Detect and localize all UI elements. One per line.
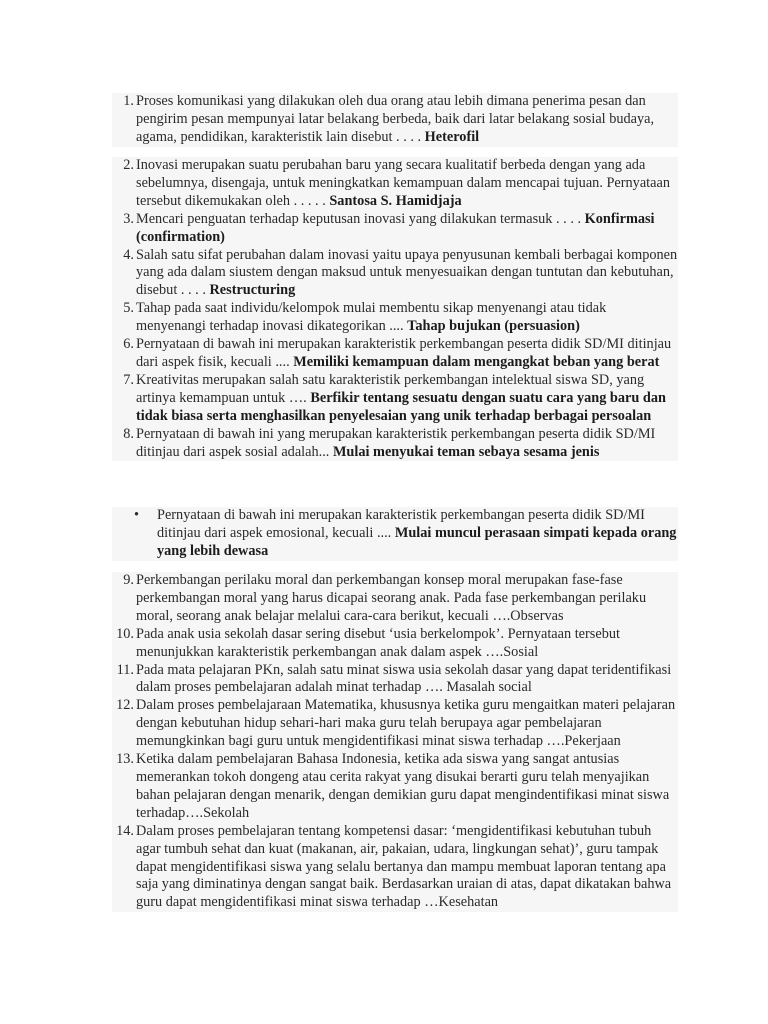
question-item — [112, 823, 678, 913]
bullet-icon: • — [134, 507, 140, 523]
question-text: Salah satu sifat perubahan dalam inovasi yaitu upaya penyusunan kembali berbagai komponen yang ada dalam siustem dengan maksud untuk menyesuaikan dengan tuntutan dan kebutuhan, disebut . . . . — [136, 246, 678, 299]
question-number: 14. — [116, 822, 134, 839]
question-text: Dalam proses pembelajaran tentang kompetensi dasar: ‘mengidentifikasi kebutuhan tubuh agar tumbuh sehat dan kuat (makanan, air, pakaian, udara, lingkungan sehat)’, guru tampak dapat mengidentifikasi siswa yang selalu bertanya dan mampu membuat laporan tentang apa saja yang diminatinya dengan sangat baik. Berdasarkan uraian di atas, dapat dikatakan bahwa guru dapat mengidentifikasi minat siswa terhadap …Kesehatan — [136, 822, 672, 911]
question-list-3 — [112, 572, 678, 912]
question-item — [112, 751, 678, 823]
question-number: 7. — [123, 371, 134, 388]
question-item — [112, 211, 678, 247]
bullet-item — [112, 507, 678, 561]
question-list-1 — [112, 93, 678, 147]
question-text: Kreativitas merupakan salah satu karakteristik perkembangan intelektual siswa SD, yang artinya kemampuan untuk …. — [136, 371, 645, 406]
question-text: Pernyataan di bawah ini yang merupakan karakteristik perkembangan peserta didik SD/MI ditinjau dari aspek sosial adalah... — [136, 425, 656, 460]
question-item — [112, 336, 678, 372]
question-number: 3. — [123, 210, 134, 227]
question-answer: Mulai menyukai teman sebaya sesama jenis — [332, 443, 600, 460]
question-text: Pada anak usia sekolah dasar sering disebut ‘usia berkelompok’. Pernyataan tersebut menunjukkan karakteristik perkembangan anak dalam aspek ….Sosial — [136, 625, 620, 660]
question-text: Dalam proses pembelajaraan Matematika, khususnya ketika guru mengaitkan materi pelajaran dengan kebutuhan hidup sehari-hari maka guru telah berupaya agar pembelajaran memungkinkan bagi guru untuk mengidentifikasi minat siswa terhadap ….Pekerjaan — [136, 697, 676, 750]
question-text: Perkembangan perilaku moral dan perkembangan konsep moral merupakan fase-fase perkembangan moral yang harus dicapai seorang anak. Pada fase perkembangan perilaku moral, seorang anak belajar melalui cara-cara berikut, kecuali ….Observas — [136, 572, 647, 624]
question-number: 10. — [116, 625, 134, 642]
question-number: 9. — [123, 572, 134, 588]
question-number: 4. — [123, 246, 134, 263]
question-answer: Memiliki kemampuan dalam mengangkat beban yang berat — [293, 353, 660, 370]
question-text: Proses komunikasi yang dilakukan oleh dua orang atau lebih dimana penerima pesan dan pengirim pesan mempunyai latar belakang berbeda, baik dari latar belakang sosial budaya, agama, pendidikan, karakteristik lain disebut . . . . — [136, 93, 655, 145]
question-text: Ketika dalam pembelajaran Bahasa Indonesia, ketika ada siswa yang sangat antusias memerankan tokoh dongeng atau cerita rakyat yang disukai berarti guru telah menyajikan bahan pelajaran dengan menarik, dengan demikian guru dapat mengindentifikasi minat siswa terhadap….Sekolah — [136, 751, 670, 821]
question-answer: Santosa S. Hamidjaja — [329, 192, 462, 209]
question-number: 1. — [123, 93, 134, 109]
question-number: 13. — [116, 751, 134, 768]
question-number: 12. — [116, 697, 134, 714]
question-item — [112, 157, 678, 211]
question-number: 6. — [123, 336, 134, 353]
question-item — [112, 247, 678, 301]
question-item — [112, 300, 678, 336]
question-item — [112, 572, 678, 626]
question-answer: Berfikir tentang sesuatu dengan suatu cara yang baru dan tidak biasa serta menghasilkan penyelesaian yang unik terhadap berbagai persoalan — [136, 389, 666, 424]
question-text: Pada mata pelajaran PKn, salah satu minat siswa usia sekolah dasar yang dapat teridentifikasi dalam proses pembelajaran adalah minat terhadap …. Masalah social — [136, 661, 672, 696]
question-text: Tahap pada saat individu/kelompok mulai membentu sikap menyenangi atau tidak menyenangi terhadap inovasi dikategorikan .... — [136, 300, 607, 335]
question-number: 11. — [116, 661, 134, 678]
bullet-answer: Mulai muncul perasaan simpati kepada orang yang lebih dewasa — [157, 524, 677, 559]
question-answer: Tahap bujukan (persuasion) — [407, 318, 580, 335]
question-text: Pernyataan di bawah ini merupakan karakteristik perkembangan peserta didik SD/MI ditinjau dari aspek fisik, kecuali .... — [136, 336, 672, 370]
question-number: 8. — [123, 425, 134, 442]
question-number: 5. — [123, 300, 134, 317]
question-item — [112, 426, 678, 462]
question-answer: Konfirmasi (confirmation) — [136, 210, 655, 245]
question-number: 2. — [123, 157, 134, 173]
bullet-list — [112, 507, 678, 561]
question-item — [112, 372, 678, 426]
question-item — [112, 93, 678, 147]
question-answer: Heterofil — [424, 128, 480, 145]
question-answer: Restructuring — [209, 282, 296, 299]
question-item — [112, 662, 678, 698]
question-text: Inovasi merupakan suatu perubahan baru yang secara kualitatif berbeda dengan yang ada sebelumnya, disengaja, untuk meningkatkan kemampuan dalam mencapai tujuan. Pernyataan tersebut dikemukakan oleh . . . . . — [136, 157, 670, 209]
question-list-2 — [112, 157, 678, 461]
question-item — [112, 626, 678, 662]
bullet-text: Pernyataan di bawah ini merupakan karakteristik perkembangan peserta didik SD/MI ditinjau dari aspek emosional, kecuali .... — [157, 507, 645, 541]
question-text: Mencari penguatan terhadap keputusan inovasi yang dilakukan termasuk . . . . — [136, 210, 585, 227]
question-item — [112, 697, 678, 751]
